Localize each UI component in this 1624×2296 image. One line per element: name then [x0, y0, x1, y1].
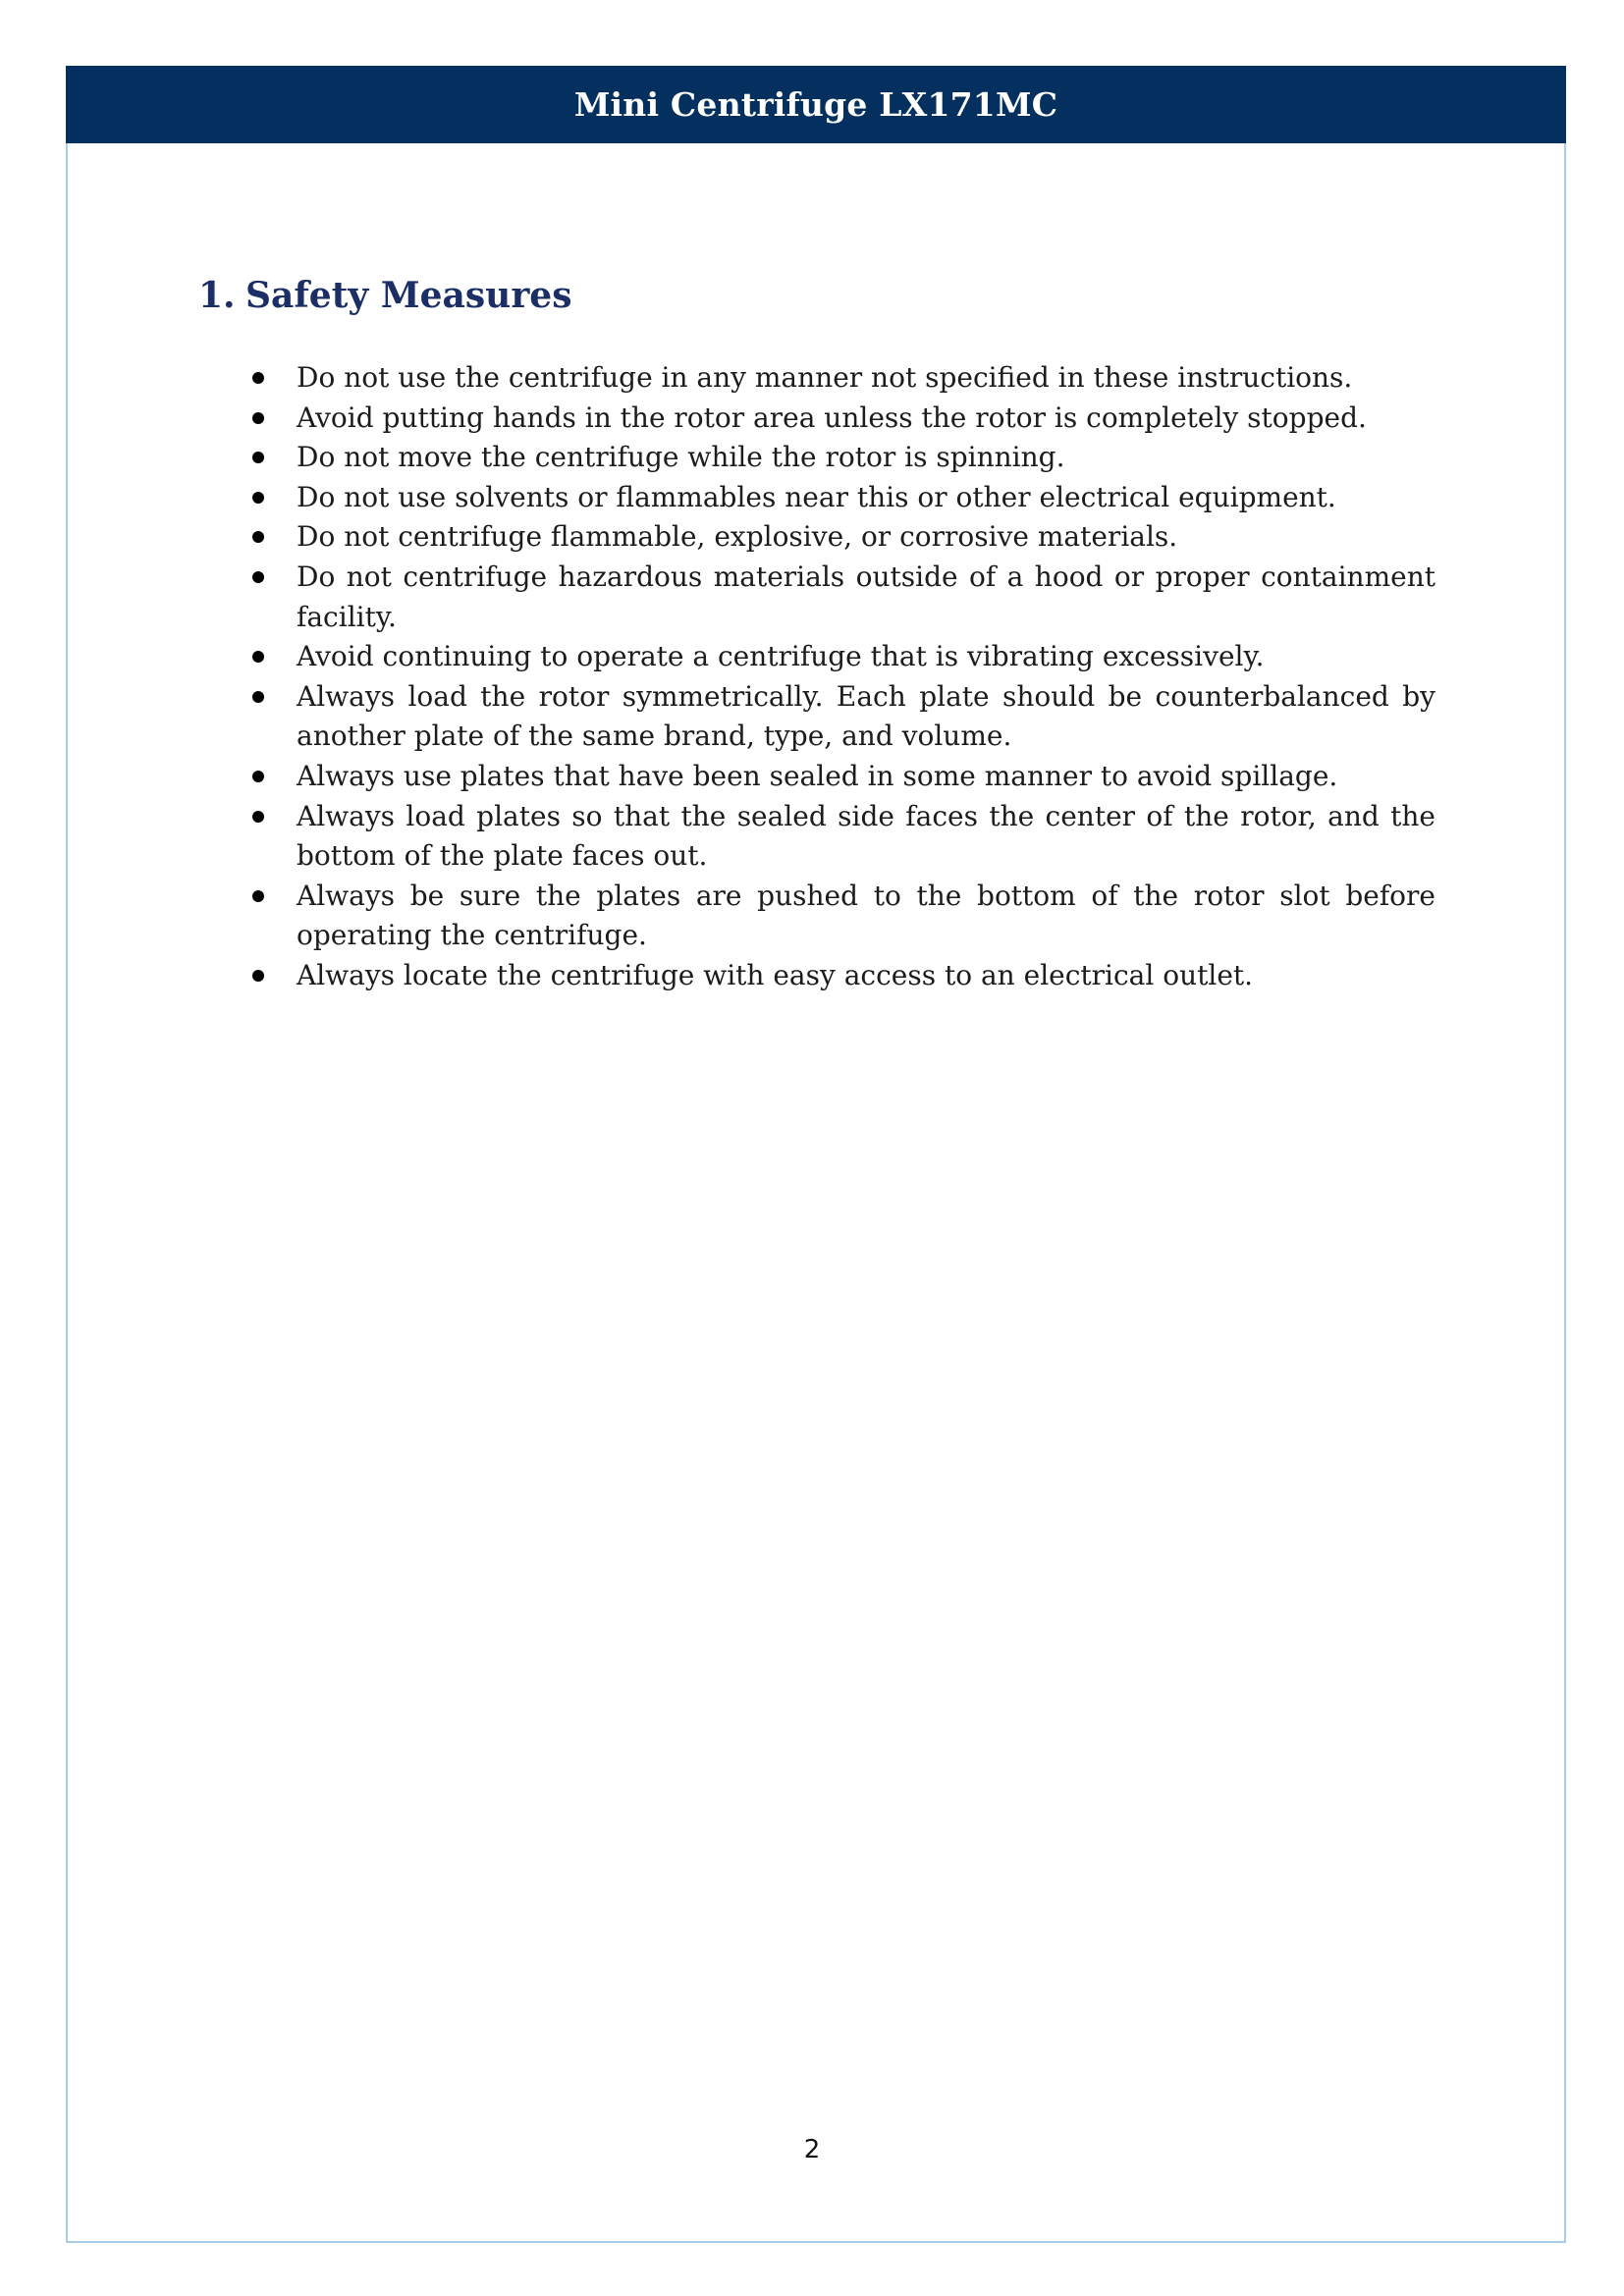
- bullet-icon: [252, 531, 264, 543]
- bullet-icon: [252, 492, 264, 504]
- list-item: [245, 517, 1435, 558]
- bullet-icon: [252, 970, 264, 982]
- list-item-text: Always locate the centrifuge with easy access to an electrical outlet.: [297, 958, 1254, 991]
- list-item: [245, 558, 1435, 637]
- safety-list: [245, 358, 1435, 996]
- list-item-text: Do not move the centrifuge while the rotor is spinning.: [297, 441, 1065, 474]
- list-item-text: Always be sure the plates are pushed to the bottom of the rotor slot before operating the centrifuge.: [297, 879, 1435, 952]
- list-item: [245, 438, 1435, 478]
- list-item: [245, 677, 1435, 757]
- list-item: [245, 478, 1435, 518]
- list-item-text: Always load plates so that the sealed side faces the center of the rotor, and the bottom of the plate faces out.: [297, 799, 1435, 873]
- bullet-icon: [252, 890, 264, 902]
- bullet-icon: [252, 372, 264, 384]
- list-item-text: Always load the rotor symmetrically. Each plate should be counterbalanced by another plate of the same brand, type, and volume.: [297, 679, 1435, 753]
- list-item: [245, 877, 1435, 956]
- document-title: Mini Centrifuge LX171MC: [573, 85, 1058, 124]
- list-item-text: Do not centrifuge flammable, explosive, or corrosive materials.: [297, 520, 1178, 554]
- list-item: [245, 399, 1435, 439]
- bullet-icon: [252, 651, 264, 663]
- page-number: 2: [803, 2135, 821, 2164]
- list-item-text: Always use plates that have been sealed in some manner to avoid spillage.: [297, 759, 1338, 792]
- bullet-icon: [252, 771, 264, 782]
- list-item: [245, 757, 1435, 797]
- list-item-text: Do not centrifuge hazardous materials outside of a hood or proper containment facility.: [297, 560, 1435, 633]
- section-title: Safety Measures: [245, 275, 572, 316]
- bullet-icon: [252, 691, 264, 703]
- list-item-text: Avoid putting hands in the rotor area unless the rotor is completely stopped.: [297, 400, 1367, 434]
- list-item: [245, 358, 1435, 399]
- bullet-icon: [252, 412, 264, 424]
- list-item-text: Do not use solvents or flammables near this or other electrical equipment.: [297, 480, 1336, 513]
- list-item-text: Do not use the centrifuge in any manner not specified in these instructions.: [297, 361, 1353, 394]
- list-item-text: Avoid continuing to operate a centrifuge that is vibrating excessively.: [297, 640, 1265, 673]
- list-item: [245, 797, 1435, 877]
- bullet-icon: [252, 571, 264, 583]
- list-item: [245, 956, 1435, 996]
- bullet-icon: [252, 811, 264, 823]
- section-number: 1.: [198, 275, 236, 316]
- list-item: [245, 637, 1435, 677]
- bullet-icon: [252, 452, 264, 463]
- section-heading: [198, 275, 571, 316]
- document-header: [66, 66, 1566, 143]
